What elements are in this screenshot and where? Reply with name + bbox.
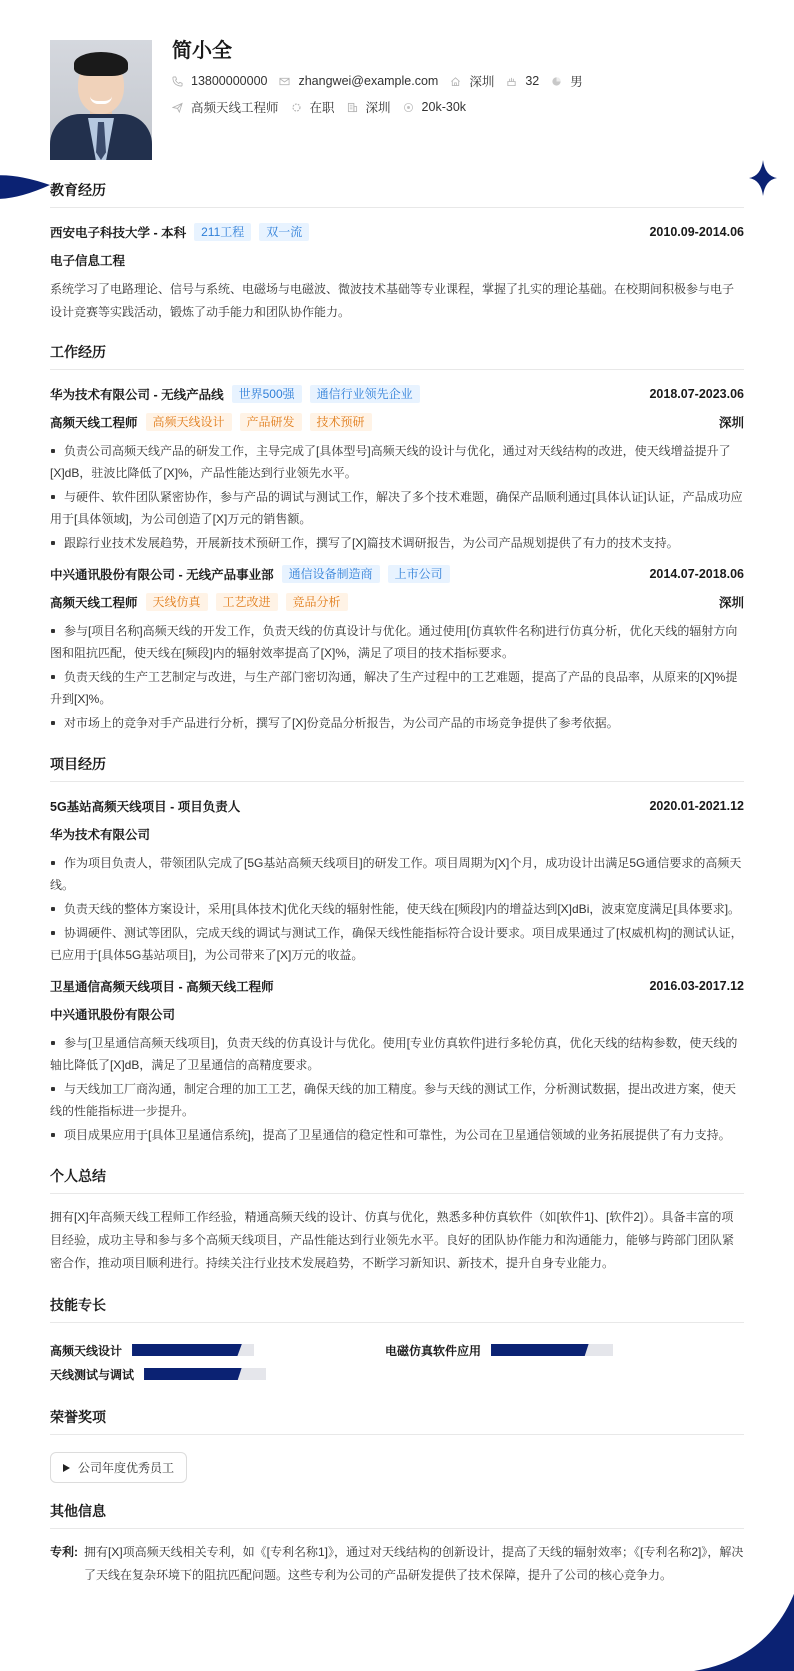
work-date: 2014.07-2018.06 <box>649 567 744 581</box>
skill-label: 电磁仿真软件应用 <box>385 1343 482 1358</box>
email-item: zhangwei@example.com <box>279 74 438 88</box>
list-item: 项目成果应用于[具体卫星通信系统]，提高了卫星通信的稳定性和可靠性，为公司在卫星通信领域的业务拓展提供了有力支持。 <box>50 1124 744 1146</box>
other-section <box>50 1501 744 1587</box>
project-company: 华为技术有限公司 <box>50 828 151 842</box>
building-icon <box>347 102 358 113</box>
section-title: 荣誉奖项 <box>50 1407 744 1435</box>
skill-label: 高频天线设计 <box>50 1343 123 1358</box>
work-item <box>50 560 744 734</box>
age-icon <box>506 76 517 87</box>
company-tag: 世界500强 <box>232 385 302 403</box>
section-title: 技能专长 <box>50 1295 744 1323</box>
list-item: 参与[项目名称]高频天线的开发工作，负责天线的仿真设计与优化。通过使用[仿真软件名称]进行仿真分析，优化天线的辐射方向图和阻抗匹配，使天线在[频段]内的辐射效率提高了[X]%，满足了项目的技术指标要求。 <box>50 620 744 664</box>
avatar <box>50 40 152 160</box>
skill-fill <box>144 1368 242 1380</box>
send-icon <box>172 102 183 113</box>
major: 电子信息工程 <box>50 254 126 268</box>
skills-section <box>50 1295 744 1381</box>
role-tag: 高频天线设计 <box>146 413 232 431</box>
list-item: 作为项目负责人，带领团队完成了[5G基站高频天线项目]的研发工作。项目周期为[X]个月，成功设计出满足5G通信要求的高频天线。 <box>50 852 744 896</box>
company-tag: 通信行业领先企业 <box>310 385 420 403</box>
list-item: 对市场上的竞争对手产品进行分析，撰写了[X]份竞品分析报告，为公司产品的市场竞争提供了参考依据。 <box>50 712 744 734</box>
salary-icon <box>403 102 414 113</box>
school-name: 西安电子科技大学 - 本科 <box>50 226 187 240</box>
project-item <box>50 792 744 966</box>
phone-icon <box>172 76 183 87</box>
role-tag: 技术预研 <box>310 413 372 431</box>
project-company: 中兴通讯股份有限公司 <box>50 1008 176 1022</box>
section-title: 教育经历 <box>50 180 744 208</box>
company-name: 华为技术有限公司 - 无线产品线 <box>50 388 224 402</box>
section-title: 项目经历 <box>50 754 744 782</box>
major-row <box>50 246 744 274</box>
skill-fill <box>491 1344 589 1356</box>
education-row <box>50 218 744 246</box>
company-tag: 通信设备制造商 <box>282 565 380 583</box>
role-name: 高频天线工程师 <box>50 596 138 610</box>
home-icon <box>450 76 461 87</box>
city-item: 深圳 <box>450 72 494 90</box>
mail-icon <box>279 76 290 87</box>
summary-text: 拥有[X]年高频天线工程师工作经验，精通高频天线的设计、仿真与优化，熟悉多种仿真软件（如[软件1]、[软件2]）。具备丰富的项目经验，成功主导和参与多个高频天线项目，产品性能达到行业领先水平。良好的团队协作能力和沟通能力，能够与跨部门团队紧密合作，推动项目顺利进行。持续关注行业技术发展趋势，不断学习新知识、新技术，提升自身专业能力。 <box>50 1210 735 1270</box>
summary-section <box>50 1166 744 1275</box>
role-name: 高频天线工程师 <box>50 416 138 430</box>
patent-row <box>50 1541 744 1587</box>
project-date: 2020.01-2021.12 <box>649 799 744 813</box>
list-item: 与硬件、软件团队紧密协作，参与产品的调试与测试工作，解决了多个技术难题，确保产品顺利通过[具体认证]认证，产品成功应用于[具体领域]，为公司创造了[X]万元的销售额。 <box>50 486 744 530</box>
list-item: 负责公司高频天线产品的研发工作，主导完成了[具体型号]高频天线的设计与优化，通过对天线结构的改进，使天线增益提升了[X]dB，驻波比降低了[X]%，产品性能达到行业领先水平。 <box>50 440 744 484</box>
skill-item <box>50 1343 397 1357</box>
awards-section <box>50 1407 744 1483</box>
list-item: 负责天线的整体方案设计，采用[具体技术]优化天线的辐射性能，使天线在[频段]内的增益达到[X]dBi，波束宽度满足[具体要求]。 <box>50 898 744 920</box>
skills-grid <box>50 1343 744 1381</box>
salary-item: 20k-30k <box>403 100 466 114</box>
school-tag: 211工程 <box>194 223 251 241</box>
list-item: 与天线加工厂商沟通，制定合理的加工工艺，确保天线的加工精度。参与天线的测试工作，分析测试数据，提出改进方案，使天线的性能指标进一步提升。 <box>50 1078 744 1122</box>
company-name: 中兴通讯股份有限公司 - 无线产品事业部 <box>50 568 274 582</box>
contact-row <box>172 68 595 94</box>
skill-item <box>385 1343 744 1357</box>
projects-section <box>50 754 744 1146</box>
section-title: 其他信息 <box>50 1501 744 1529</box>
position-item: 高频天线工程师 <box>172 98 279 116</box>
education-date: 2010.09-2014.06 <box>649 225 744 239</box>
skill-fill <box>132 1344 242 1356</box>
candidate-name: 简小全 <box>172 40 232 62</box>
role-tag: 竞品分析 <box>286 593 348 611</box>
role-tag: 工艺改进 <box>216 593 278 611</box>
role-row <box>50 588 744 616</box>
role-tag: 产品研发 <box>240 413 302 431</box>
skill-bar <box>132 1344 254 1356</box>
age-item: 32 <box>506 74 539 88</box>
work-date: 2018.07-2023.06 <box>649 387 744 401</box>
work-location: 深圳 <box>718 596 744 610</box>
project-name: 卫星通信高频天线项目 - 高频天线工程师 <box>50 980 274 994</box>
list-item: 参与[卫星通信高频天线项目]，负责天线的仿真设计与优化。使用[专业仿真软件]进行多轮仿真，优化天线的结构参数，使天线的轴比降低了[X]dB，满足了卫星通信的高精度要求。 <box>50 1032 744 1076</box>
patent-label: 专利: <box>50 1545 78 1559</box>
project-bullets <box>50 1032 744 1146</box>
school-tag: 双一流 <box>259 223 309 241</box>
education-description: 系统学习了电路理论、信号与系统、电磁场与电磁波、微波技术基础等专业课程，掌握了扎实的理论基础。在校期间积极参与电子设计竞赛等实践活动，锻炼了动手能力和团队协作能力。 <box>50 282 735 319</box>
section-title: 个人总结 <box>50 1166 744 1194</box>
role-tag: 天线仿真 <box>146 593 208 611</box>
project-name: 5G基站高频天线项目 - 项目负责人 <box>50 800 241 814</box>
skill-bar <box>491 1344 613 1356</box>
resume-header <box>50 40 744 160</box>
project-row <box>50 972 744 1000</box>
work-section <box>50 342 744 734</box>
phone-item: 13800000000 <box>172 74 267 88</box>
list-item: 负责天线的生产工艺制定与改进，与生产部门密切沟通，解决了生产过程中的工艺难题，提高了产品的良品率，从原来的[X]%提升到[X]%。 <box>50 666 744 710</box>
project-bullets <box>50 852 744 966</box>
skill-bar <box>144 1368 266 1380</box>
resume-page <box>50 40 744 1587</box>
header-info <box>172 40 595 160</box>
skill-item <box>50 1367 397 1381</box>
status-icon <box>291 102 302 113</box>
work-bullets <box>50 440 744 554</box>
job-row <box>172 94 595 120</box>
work-city-item: 深圳 <box>347 98 391 116</box>
status-item: 在职 <box>291 98 335 116</box>
list-item: 跟踪行业技术发展趋势，开展新技术预研工作，撰写了[X]篇技术调研报告，为公司产品规划提供了有力的技术支持。 <box>50 532 744 554</box>
role-row <box>50 408 744 436</box>
triangle-right-icon <box>63 1464 70 1472</box>
work-item <box>50 380 744 554</box>
star-decoration-icon <box>749 160 777 196</box>
skill-label: 天线测试与调试 <box>50 1367 135 1382</box>
project-company-row <box>50 1000 744 1028</box>
gender-item: 男 <box>551 72 583 90</box>
project-company-row <box>50 820 744 848</box>
project-item <box>50 972 744 1146</box>
company-tag: 上市公司 <box>388 565 450 583</box>
gender-icon <box>551 76 562 87</box>
company-row <box>50 560 744 588</box>
work-bullets <box>50 620 744 734</box>
award-item: 公司年度优秀员工 <box>50 1452 187 1483</box>
section-title: 工作经历 <box>50 342 744 370</box>
list-item: 协调硬件、测试等团队，完成天线的调试与测试工作，确保天线性能指标符合设计要求。项目成果通过了[权威机构]的测试认证，已应用于[具体5G基站项目]，为公司带来了[X]万元的收益。 <box>50 922 744 966</box>
company-row <box>50 380 744 408</box>
work-location: 深圳 <box>718 416 744 430</box>
corner-decoration <box>0 130 50 240</box>
project-date: 2016.03-2017.12 <box>649 979 744 993</box>
education-section <box>50 180 744 324</box>
project-row <box>50 792 744 820</box>
patent-text: 拥有[X]项高频天线相关专利，如《[专利名称1]》，通过对天线结构的创新设计，提高了天线的辐射效率；《[专利名称2]》，解决了天线在复杂环境下的阻抗匹配问题。这些专利为公司的产品研发提供了技术保障，提升了公司的核心竞争力。 <box>84 1545 744 1582</box>
